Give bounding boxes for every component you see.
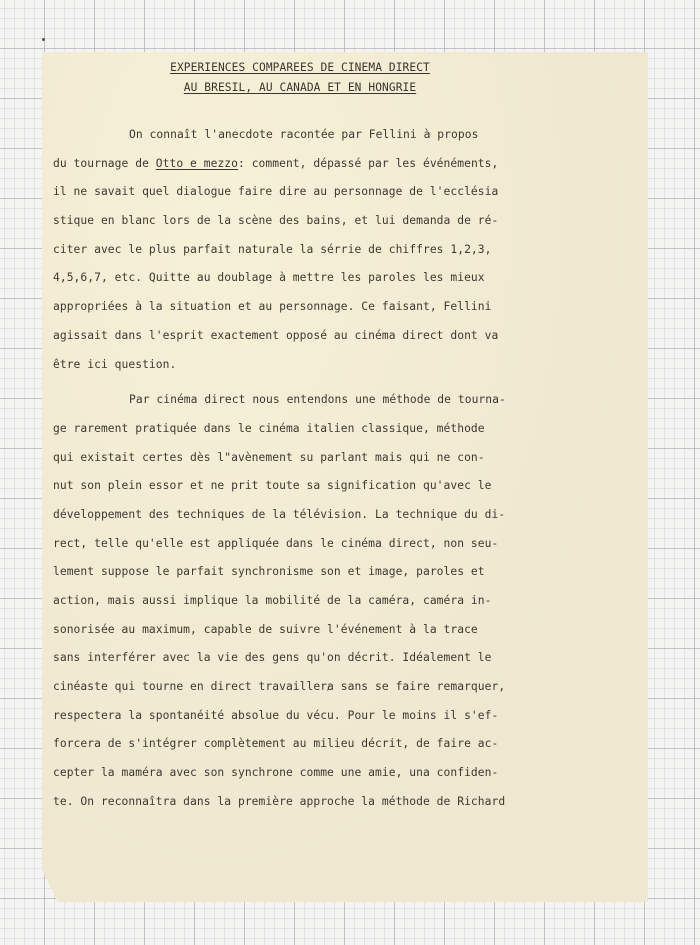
text-line: agissait dans l'esprit exactement opposé au cinéma direct dont va [53, 328, 499, 342]
text-segment: : comment, dépassé par les événéments, [238, 156, 499, 170]
text-line: qui existait certes dès l"avènement su parlant mais qui ne con- [53, 450, 485, 464]
text-line: cepter la maméra avec son synchrone comme une amie, una confiden- [53, 766, 499, 780]
text-line: Par cinéma direct nous entendons une méthode de tourna- [129, 393, 506, 407]
text-line: sonorisée au maximum, capable de suivre l'événement à la trace [53, 622, 478, 636]
text-line: ge rarement pratiquée dans le cinéma italien classique, méthode [53, 421, 485, 435]
title-line: EXPERIENCES COMPAREES DE CINEMA DIRECT [170, 61, 430, 74]
text-line: lement suppose le parfait synchronisme son et image, paroles et [53, 565, 485, 579]
text-line: action, mais aussi implique la mobilité de la caméra, caméra in- [53, 594, 492, 607]
text-line: cinéaste qui tourne en direct travaillera sans se faire remarquer, [53, 680, 506, 694]
text-line: 4,5,6,7, etc. Quitte au doublage à mettre les paroles les mieux [53, 271, 485, 285]
text-line: rect, telle qu'elle est appliquée dans le cinéma direct, non seu- [53, 536, 499, 550]
document-title [150, 58, 450, 98]
title-line: AU BRESIL, AU CANADA ET EN HONGRIE [183, 81, 417, 94]
text-line: être ici question. [53, 357, 177, 371]
text-line: stique en blanc lors de la scène des bains, et lui demanda de ré- [53, 214, 499, 228]
text-line: respectera la spontanéité absolue du vécu. Pour le moins il s'ef- [53, 708, 499, 722]
paragraph-gap [53, 379, 598, 386]
text-line: appropriées à la situation et au personnage. Ce faisant, Fellini [53, 300, 492, 314]
document-body [53, 121, 598, 817]
film-title: Otto e mezzo [155, 156, 238, 170]
text-segment: du tournage de [53, 156, 156, 170]
text-line [53, 150, 598, 179]
paper-speck [42, 38, 45, 41]
text-line: citer avec le plus parfait naturale la sérrie de chiffres 1,2,3, [53, 242, 492, 256]
text-line: il ne savait quel dialogue faire dire au personnage de l'ecclésia [53, 185, 499, 199]
text-line: nut son plein essor et ne prit toute sa signification qu'avec le [53, 479, 492, 493]
text-line: sans interférer avec la vie des gens qu'on décrit. Idéalement le [53, 651, 492, 665]
text-line: forcera de s'intégrer complètement au milieu décrit, de faire ac- [53, 737, 499, 751]
text-line: te. On reconnaîtra dans la première approche la méthode de Richard [53, 794, 506, 808]
text-line: développement des techniques de la télévision. La technique du di- [53, 507, 506, 521]
text-line: On connaît l'anecdote racontée par Fellini à propos [129, 128, 479, 141]
